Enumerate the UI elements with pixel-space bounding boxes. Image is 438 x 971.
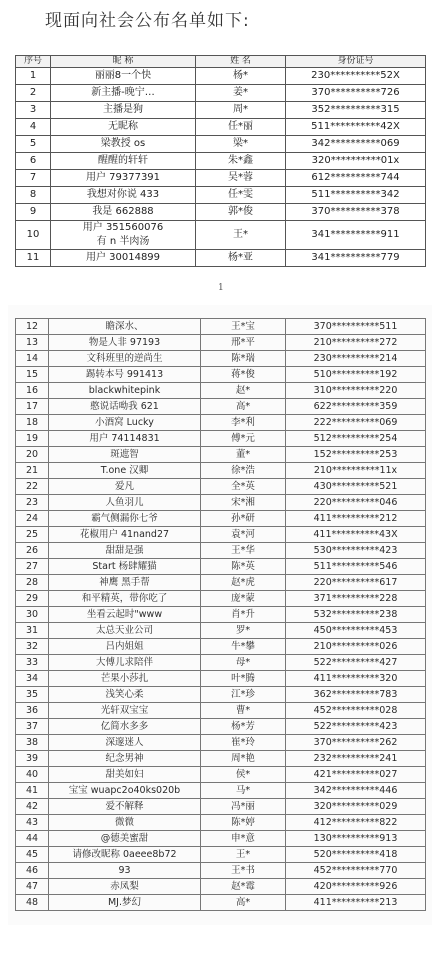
name-cell: 杨*芳 <box>201 719 286 735</box>
row-number-cell: 2 <box>16 85 51 102</box>
row-number-cell: 11 <box>16 250 51 267</box>
nickname-cell: 新主播-晚宁… <box>51 85 196 102</box>
name-cell: 陈*瑞 <box>201 351 286 367</box>
row-number-cell: 8 <box>16 187 51 204</box>
nickname-cell: 太总天业公司 <box>49 623 201 639</box>
table-row <box>16 575 426 591</box>
name-cell: 宋*湘 <box>201 495 286 511</box>
row-number-cell: 17 <box>16 399 49 415</box>
id-number-cell: 370**********726 <box>286 85 426 102</box>
nickname-cell: 赤凤梨 <box>49 879 201 895</box>
row-number-cell: 22 <box>16 479 49 495</box>
table-row <box>16 102 426 119</box>
page-number: 1 <box>218 283 224 293</box>
table-row <box>16 591 426 607</box>
id-number-cell: 342**********446 <box>286 783 426 799</box>
name-cell: 马* <box>201 783 286 799</box>
name-cell: 任*丽 <box>196 119 286 136</box>
nickname-cell: MJ.梦幻 <box>49 895 201 911</box>
name-cell: 吴*蓉 <box>196 170 286 187</box>
name-cell: 周*艳 <box>201 751 286 767</box>
nickname-cell: 主播是狗 <box>51 102 196 119</box>
nickname-cell: 和平精英，带你吃了 <box>49 591 201 607</box>
id-number-cell: 230**********214 <box>286 351 426 367</box>
name-cell: 王* <box>196 221 286 250</box>
nickname-cell: 人鱼羽儿 <box>49 495 201 511</box>
id-number-cell: 352**********315 <box>286 102 426 119</box>
nickname-cell: 纪念男神 <box>49 751 201 767</box>
table-row <box>16 639 426 655</box>
table-body <box>16 319 426 911</box>
name-cell: 杨*亚 <box>196 250 286 267</box>
id-number-cell: 450**********453 <box>286 623 426 639</box>
row-number-cell: 31 <box>16 623 49 639</box>
name-cell: 袁*河 <box>201 527 286 543</box>
row-number-cell: 40 <box>16 767 49 783</box>
name-cell: 徐*浩 <box>201 463 286 479</box>
nickname-cell: 踢转本号 991413 <box>49 367 201 383</box>
nickname-cell: 物是人非 97193 <box>49 335 201 351</box>
nickname-cell: 坐看云起时"www <box>49 607 201 623</box>
row-number-cell: 12 <box>16 319 49 335</box>
table-row <box>16 815 426 831</box>
nickname-cell: 用户 79377391 <box>51 170 196 187</box>
id-number-cell: 411**********320 <box>286 671 426 687</box>
row-number-cell: 1 <box>16 68 51 85</box>
table-row <box>16 879 426 895</box>
id-number-cell: 341**********911 <box>286 221 426 250</box>
nickname-cell: 请修改昵称 0aeee8b72 <box>49 847 201 863</box>
name-cell: 侯* <box>201 767 286 783</box>
nickname-cell: 甜美如妇 <box>49 767 201 783</box>
id-number-cell: 220**********617 <box>286 575 426 591</box>
id-number-cell: 421**********027 <box>286 767 426 783</box>
name-cell: 江*珍 <box>201 687 286 703</box>
nickname-cell: @德美蜜甜 <box>49 831 201 847</box>
id-number-cell: 362**********783 <box>286 687 426 703</box>
header-name: 姓 名 <box>196 56 286 68</box>
table-row <box>16 863 426 879</box>
row-number-cell: 26 <box>16 543 49 559</box>
row-number-cell: 15 <box>16 367 49 383</box>
name-cell: 叶*腾 <box>201 671 286 687</box>
row-number-cell: 41 <box>16 783 49 799</box>
table-row <box>16 543 426 559</box>
id-number-cell: 130**********913 <box>286 831 426 847</box>
name-cell: 崔*玲 <box>201 735 286 751</box>
table-row <box>16 495 426 511</box>
table-row <box>16 153 426 170</box>
row-number-cell: 39 <box>16 751 49 767</box>
row-number-cell: 16 <box>16 383 49 399</box>
id-number-cell: 222**********069 <box>286 415 426 431</box>
name-cell: 姜* <box>196 85 286 102</box>
name-cell: 朱*鑫 <box>196 153 286 170</box>
row-number-cell: 21 <box>16 463 49 479</box>
name-cell: 冯*丽 <box>201 799 286 815</box>
nickname-cell: 小酒窝 Lucky <box>49 415 201 431</box>
table-row <box>16 68 426 85</box>
row-number-cell: 43 <box>16 815 49 831</box>
table-row <box>16 895 426 911</box>
table-row <box>16 831 426 847</box>
name-cell: 肖*升 <box>201 607 286 623</box>
header-nickname: 昵 称 <box>51 56 196 68</box>
id-number-cell: 452**********028 <box>286 703 426 719</box>
nickname-cell: 亿简水多多 <box>49 719 201 735</box>
nickname-cell: 大傅儿求陪伴 <box>49 655 201 671</box>
table-row <box>16 703 426 719</box>
name-cell: 陈*英 <box>201 559 286 575</box>
id-number-cell: 452**********770 <box>286 863 426 879</box>
row-number-cell: 3 <box>16 102 51 119</box>
name-cell: 高* <box>201 895 286 911</box>
id-number-cell: 411**********212 <box>286 511 426 527</box>
nickname-cell: 无昵称 <box>51 119 196 136</box>
roster-table-page-2 <box>15 318 426 911</box>
row-number-cell: 13 <box>16 335 49 351</box>
name-cell: 周* <box>196 102 286 119</box>
row-number-cell: 14 <box>16 351 49 367</box>
row-number-cell: 30 <box>16 607 49 623</box>
name-cell: 王* <box>201 847 286 863</box>
row-number-cell: 6 <box>16 153 51 170</box>
table-row <box>16 623 426 639</box>
table-row <box>16 511 426 527</box>
table-row <box>16 687 426 703</box>
name-cell: 李*利 <box>201 415 286 431</box>
nickname-cell: 芒果小莎扎 <box>49 671 201 687</box>
nickname-cell: 花椒用户 41nand27 <box>49 527 201 543</box>
nickname-cell: 醒醒的轩轩 <box>51 153 196 170</box>
nickname-cell: blackwhitepink <box>49 383 201 399</box>
nickname-cell: 爱不解释 <box>49 799 201 815</box>
name-cell: 蒋*俊 <box>201 367 286 383</box>
id-number-cell: 411**********213 <box>286 895 426 911</box>
id-number-cell: 622**********359 <box>286 399 426 415</box>
row-number-cell: 44 <box>16 831 49 847</box>
row-number-cell: 42 <box>16 799 49 815</box>
id-number-cell: 310**********220 <box>286 383 426 399</box>
row-number-cell: 10 <box>16 221 51 250</box>
name-cell: 邢*平 <box>201 335 286 351</box>
row-number-cell: 5 <box>16 136 51 153</box>
id-number-cell: 152**********253 <box>286 447 426 463</box>
table-row <box>16 783 426 799</box>
row-number-cell: 45 <box>16 847 49 863</box>
table-row <box>16 463 426 479</box>
nickname-cell: 深邃迷人 <box>49 735 201 751</box>
table-row <box>16 559 426 575</box>
nickname-cell: 梁教授 os <box>51 136 196 153</box>
table-row <box>16 250 426 267</box>
name-cell: 全*英 <box>201 479 286 495</box>
table-body <box>16 68 426 267</box>
table-row <box>16 204 426 221</box>
table-row <box>16 170 426 187</box>
table-row <box>16 136 426 153</box>
id-number-cell: 320**********029 <box>286 799 426 815</box>
row-number-cell: 9 <box>16 204 51 221</box>
id-number-cell: 230**********52X <box>286 68 426 85</box>
nickname-cell: 霸气侧漏你七爷 <box>49 511 201 527</box>
id-number-cell: 370**********378 <box>286 204 426 221</box>
table-row <box>16 367 426 383</box>
id-number-cell: 512**********254 <box>286 431 426 447</box>
name-cell: 董* <box>201 447 286 463</box>
table-row <box>16 431 426 447</box>
nickname-cell: 憨说话呦我 621 <box>49 399 201 415</box>
id-number-cell: 411**********43X <box>286 527 426 543</box>
row-number-cell: 25 <box>16 527 49 543</box>
id-number-cell: 342**********069 <box>286 136 426 153</box>
id-number-cell: 612**********744 <box>286 170 426 187</box>
id-number-cell: 510**********192 <box>286 367 426 383</box>
nickname-cell: 微微 <box>49 815 201 831</box>
id-number-cell: 522**********423 <box>286 719 426 735</box>
table-row <box>16 221 426 250</box>
table-row <box>16 767 426 783</box>
table-row <box>16 719 426 735</box>
intro-text: 现面向社会公布名单如下: <box>45 11 250 31</box>
id-number-cell: 420**********926 <box>286 879 426 895</box>
table-row <box>16 671 426 687</box>
row-number-cell: 28 <box>16 575 49 591</box>
row-number-cell: 46 <box>16 863 49 879</box>
nickname-cell: 文科班里的逆尚生 <box>49 351 201 367</box>
id-number-cell: 320**********01x <box>286 153 426 170</box>
table-row <box>16 335 426 351</box>
nickname-cell: 用户 351560076 有 n 半肉汤 <box>51 221 196 250</box>
id-number-cell: 370**********511 <box>286 319 426 335</box>
row-number-cell: 32 <box>16 639 49 655</box>
row-number-cell: 34 <box>16 671 49 687</box>
name-cell: 罗* <box>201 623 286 639</box>
id-number-cell: 511**********342 <box>286 187 426 204</box>
id-number-cell: 430**********521 <box>286 479 426 495</box>
row-number-cell: 36 <box>16 703 49 719</box>
id-number-cell: 522**********427 <box>286 655 426 671</box>
nickname-cell: 丽丽8一个快 <box>51 68 196 85</box>
row-number-cell: 29 <box>16 591 49 607</box>
table-row <box>16 85 426 102</box>
table-row <box>16 399 426 415</box>
row-number-cell: 18 <box>16 415 49 431</box>
name-cell: 陈*婷 <box>201 815 286 831</box>
row-number-cell: 48 <box>16 895 49 911</box>
row-number-cell: 24 <box>16 511 49 527</box>
name-cell: 杨* <box>196 68 286 85</box>
id-number-cell: 370**********262 <box>286 735 426 751</box>
id-number-cell: 412**********822 <box>286 815 426 831</box>
table-row <box>16 751 426 767</box>
row-number-cell: 38 <box>16 735 49 751</box>
table-row <box>16 415 426 431</box>
name-cell: 曹* <box>201 703 286 719</box>
name-cell: 庞*蒙 <box>201 591 286 607</box>
table-row <box>16 799 426 815</box>
row-number-cell: 7 <box>16 170 51 187</box>
name-cell: 赵* <box>201 383 286 399</box>
nickname-cell: 斑遮智 <box>49 447 201 463</box>
nickname-cell: 用户 74114831 <box>49 431 201 447</box>
table-row <box>16 119 426 136</box>
row-number-cell: 19 <box>16 431 49 447</box>
id-number-cell: 511**********546 <box>286 559 426 575</box>
nickname-cell: 用户 30014899 <box>51 250 196 267</box>
table-row <box>16 607 426 623</box>
row-number-cell: 35 <box>16 687 49 703</box>
id-number-cell: 220**********046 <box>286 495 426 511</box>
nickname-cell: 瞻深水、 <box>49 319 201 335</box>
id-number-cell: 341**********779 <box>286 250 426 267</box>
name-cell: 王*书 <box>201 863 286 879</box>
name-cell: 赵*霉 <box>201 879 286 895</box>
name-cell: 赵*虎 <box>201 575 286 591</box>
id-number-cell: 232**********241 <box>286 751 426 767</box>
name-cell: 母* <box>201 655 286 671</box>
table-row <box>16 479 426 495</box>
name-cell: 申*意 <box>201 831 286 847</box>
row-number-cell: 47 <box>16 879 49 895</box>
nickname-cell: 93 <box>49 863 201 879</box>
table-row <box>16 655 426 671</box>
row-number-cell: 4 <box>16 119 51 136</box>
id-number-cell: 532**********238 <box>286 607 426 623</box>
nickname-cell: Start 杨肆耀猫 <box>49 559 201 575</box>
nickname-cell: 爱凡 <box>49 479 201 495</box>
table-row <box>16 319 426 335</box>
nickname-cell: 浅笑心柔 <box>49 687 201 703</box>
nickname-cell: 神鹰 黑手帮 <box>49 575 201 591</box>
name-cell: 郭*俊 <box>196 204 286 221</box>
table-row <box>16 447 426 463</box>
header-id-number: 身份证号 <box>286 56 426 68</box>
id-number-cell: 210**********11x <box>286 463 426 479</box>
header-serial-number: 序号 <box>16 56 51 68</box>
table-row <box>16 187 426 204</box>
name-cell: 王*宝 <box>201 319 286 335</box>
name-cell: 梁* <box>196 136 286 153</box>
table-row <box>16 847 426 863</box>
table-header-row <box>16 56 426 68</box>
nickname-cell: 甜甜是强 <box>49 543 201 559</box>
name-cell: 傅*元 <box>201 431 286 447</box>
id-number-cell: 520**********418 <box>286 847 426 863</box>
table-row <box>16 351 426 367</box>
nickname-cell: 宝宝 wuapc2o40ks020b <box>49 783 201 799</box>
id-number-cell: 511**********42X <box>286 119 426 136</box>
name-cell: 高* <box>201 399 286 415</box>
name-cell: 牛*攀 <box>201 639 286 655</box>
roster-table-page-1 <box>15 55 426 267</box>
name-cell: 孙*研 <box>201 511 286 527</box>
nickname-cell: T.one 汉卿 <box>49 463 201 479</box>
row-number-cell: 33 <box>16 655 49 671</box>
table-row <box>16 735 426 751</box>
id-number-cell: 530**********423 <box>286 543 426 559</box>
nickname-cell: 光轩双宝宝 <box>49 703 201 719</box>
id-number-cell: 210**********272 <box>286 335 426 351</box>
row-number-cell: 23 <box>16 495 49 511</box>
nickname-cell: 我想对你说 433 <box>51 187 196 204</box>
table-row <box>16 383 426 399</box>
row-number-cell: 37 <box>16 719 49 735</box>
name-cell: 王*华 <box>201 543 286 559</box>
nickname-cell: 我是 662888 <box>51 204 196 221</box>
table-row <box>16 527 426 543</box>
id-number-cell: 371**********228 <box>286 591 426 607</box>
row-number-cell: 27 <box>16 559 49 575</box>
name-cell: 任*雯 <box>196 187 286 204</box>
id-number-cell: 210**********026 <box>286 639 426 655</box>
row-number-cell: 20 <box>16 447 49 463</box>
nickname-cell: 吕内姐姐 <box>49 639 201 655</box>
